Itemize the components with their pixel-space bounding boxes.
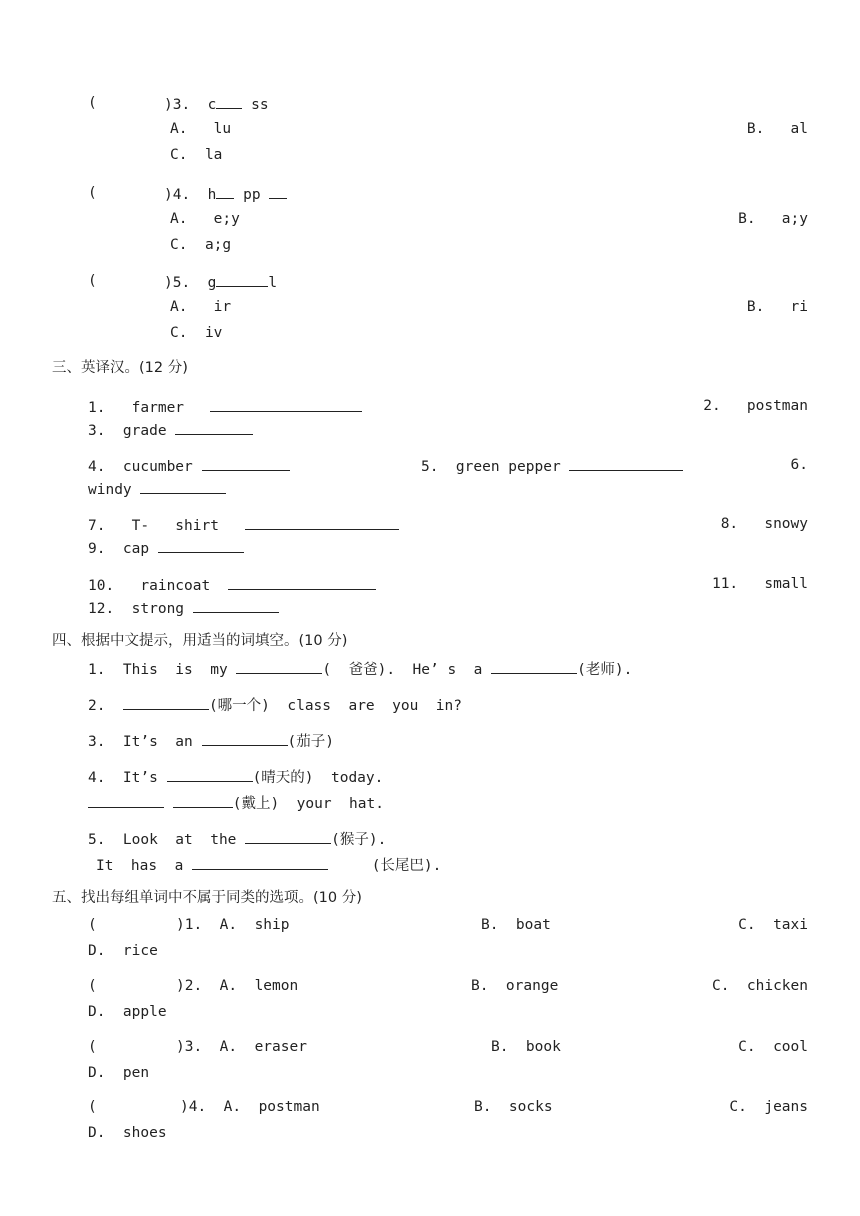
p5-q3-a: )3. A. eraser	[176, 1039, 307, 1055]
q3-stem	[164, 94, 269, 114]
p4-q5-line2	[96, 855, 441, 875]
p5-q3-b: B. book	[491, 1039, 561, 1055]
p3-item-2: 2. postman	[703, 398, 808, 414]
p4-q5	[88, 829, 386, 849]
q3-option-a-text: lu	[213, 121, 232, 137]
q4-word-blank-1[interactable]	[216, 184, 234, 199]
q3-option-c-text: la	[204, 147, 223, 163]
p3-item-7-blank[interactable]	[245, 515, 399, 530]
part3-heading: 三、英译汉。(12 分)	[52, 360, 188, 376]
p3-item-12-word: 12. strong	[88, 601, 185, 617]
p5-q1-c: C. taxi	[738, 917, 808, 933]
q4-word-start: h	[207, 187, 217, 203]
p5-q4-d: D. shoes	[88, 1125, 167, 1141]
p3-item-12	[88, 598, 279, 618]
p4-q1-text-3: (老师).	[577, 662, 633, 678]
q4-option-a	[170, 210, 240, 228]
q5-option-c	[170, 324, 222, 342]
p3-item-1-blank[interactable]	[210, 397, 362, 412]
p4-q4-blank-3[interactable]	[173, 793, 233, 808]
p3-item-5-word: 5. green pepper	[421, 459, 561, 475]
p3-item-3	[88, 420, 253, 440]
p3-item-6-num: 6.	[790, 457, 808, 473]
q5-option-a-key: A.	[170, 299, 188, 315]
p4-q2-num: 2.	[88, 698, 106, 714]
p5-q4-paren: (	[88, 1099, 97, 1115]
p4-q4-blank-2[interactable]	[88, 793, 164, 808]
q5-option-b-key: B.	[746, 299, 765, 315]
p5-q3-paren: (	[88, 1039, 97, 1055]
p5-q2-c: C. chicken	[711, 978, 808, 994]
q5-option-c-key: C.	[170, 325, 188, 341]
q4-option-c-key: C.	[170, 237, 188, 253]
p5-q1-d: D. rice	[88, 943, 158, 959]
p4-q2-blank[interactable]	[123, 695, 209, 710]
p3-item-9-blank[interactable]	[158, 538, 244, 553]
q5-word-start: g	[207, 275, 217, 291]
p4-q5-blank-1[interactable]	[245, 829, 331, 844]
p3-item-11: 11. small	[711, 576, 808, 592]
q4-option-b-key: B.	[738, 211, 756, 227]
q4-option-b	[738, 210, 808, 228]
q3-option-c	[170, 146, 222, 164]
p3-item-1-word: 1. farmer	[88, 400, 185, 416]
p4-q4-text-3: (戴上) your hat.	[232, 796, 384, 812]
p5-q4-b: B. socks	[474, 1099, 553, 1115]
q3-option-c-key: C.	[170, 147, 188, 163]
p3-item-8: 8. snowy	[720, 516, 808, 532]
q3-paren: (	[88, 95, 97, 111]
p5-q1-paren: (	[88, 917, 97, 933]
p4-q4-text-1: 4. It’s	[88, 770, 158, 786]
p3-item-5	[421, 456, 683, 476]
p5-q2-d: D. apple	[88, 1004, 167, 1020]
q3-number: )3.	[164, 97, 191, 113]
q5-option-a-text: ir	[213, 299, 232, 315]
q4-word-blank-2[interactable]	[269, 184, 287, 199]
p4-q2-text: (哪一个) class are you in?	[208, 698, 462, 714]
p5-q1-a: )1. A. ship	[176, 917, 290, 933]
p5-q4-c: C. jeans	[729, 1099, 808, 1115]
p3-item-6-word: windy	[88, 482, 132, 498]
p3-item-9	[88, 538, 244, 558]
p3-item-7	[88, 515, 399, 535]
p3-item-6-blank[interactable]	[140, 479, 226, 494]
part4-heading: 四、根据中文提示，用适当的词填空。(10 分)	[52, 633, 348, 649]
p4-q5-text-1: 5. Look at the	[88, 832, 237, 848]
p4-q1-blank-2[interactable]	[491, 659, 577, 674]
p4-q5-text-3: It has a	[96, 858, 184, 874]
p4-q3-text-1: 3. It’s an	[88, 734, 193, 750]
p4-q1	[88, 659, 632, 679]
p3-item-4	[88, 456, 290, 476]
q5-stem	[164, 272, 277, 292]
p3-item-5-blank[interactable]	[569, 456, 683, 471]
p4-q2	[88, 695, 462, 715]
p3-item-4-word: 4. cucumber	[88, 459, 193, 475]
q3-option-b	[747, 120, 808, 138]
p3-item-1	[88, 397, 362, 417]
p4-q3-blank[interactable]	[202, 731, 288, 746]
p4-q5-text-4: (长尾巴).	[371, 858, 442, 874]
q3-word-start: c	[207, 97, 217, 113]
q3-option-b-text: al	[790, 121, 808, 137]
p4-q1-text-2: ( 爸爸). He’ s a	[322, 662, 483, 678]
q4-paren: (	[88, 185, 97, 201]
q4-option-c	[170, 236, 231, 254]
q3-option-b-key: B.	[746, 121, 765, 137]
p4-q4	[88, 767, 383, 787]
part5-heading: 五、找出每组单词中不属于同类的选项。(10 分)	[52, 890, 362, 906]
p5-q4-a: )4. A. postman	[180, 1099, 320, 1115]
p3-item-7-word: 7. T- shirt	[88, 518, 219, 534]
p4-q4-text-2: (晴天的) today.	[252, 770, 384, 786]
p3-item-10-blank[interactable]	[228, 575, 376, 590]
p3-item-10-word: 10. raincoat	[88, 578, 211, 594]
p3-item-6	[88, 479, 226, 499]
q5-paren: (	[88, 273, 97, 289]
q3-option-a	[170, 120, 231, 138]
p4-q4-blank-1[interactable]	[167, 767, 253, 782]
p3-item-12-blank[interactable]	[193, 598, 279, 613]
p3-item-3-word: 3. grade	[88, 423, 167, 439]
p4-q1-blank-1[interactable]	[236, 659, 322, 674]
q3-word-blank[interactable]	[216, 94, 242, 109]
q5-option-b	[747, 298, 808, 316]
q5-option-c-text: iv	[204, 325, 223, 341]
p5-q1-b: B. boat	[481, 917, 551, 933]
p4-q4-line2	[88, 793, 384, 813]
p5-q3-c: C. cool	[738, 1039, 808, 1055]
p3-item-9-word: 9. cap	[88, 541, 150, 557]
q4-stem	[164, 184, 287, 204]
p3-item-3-blank[interactable]	[175, 420, 253, 435]
q4-option-a-text: e;y	[213, 211, 240, 227]
q3-option-a-key: A.	[170, 121, 188, 137]
q4-word-mid: pp	[243, 187, 261, 203]
q5-option-a	[170, 298, 231, 316]
p5-q2-paren: (	[88, 978, 97, 994]
p4-q3	[88, 731, 334, 751]
p3-item-10	[88, 575, 376, 595]
p4-q5-text-2: (猴子).	[331, 832, 387, 848]
q4-option-c-text: a;g	[204, 237, 232, 253]
q5-number: )5.	[164, 275, 191, 291]
q5-option-b-text: ri	[790, 299, 808, 315]
p5-q3-d: D. pen	[88, 1065, 150, 1081]
p4-q1-text-1: 1. This is my	[88, 662, 228, 678]
p5-q2-a: )2. A. lemon	[176, 978, 299, 994]
p5-q2-b: B. orange	[471, 978, 559, 994]
q4-number: )4.	[164, 187, 191, 203]
p4-q3-text-2: (茄子)	[287, 734, 334, 750]
p4-q5-blank-2[interactable]	[192, 855, 328, 870]
q4-option-b-text: a;y	[781, 211, 808, 227]
q5-word-end: l	[268, 275, 278, 291]
p3-item-4-blank[interactable]	[202, 456, 290, 471]
q4-option-a-key: A.	[170, 211, 188, 227]
q3-word-end: ss	[251, 97, 269, 113]
q5-word-blank[interactable]	[216, 272, 268, 287]
